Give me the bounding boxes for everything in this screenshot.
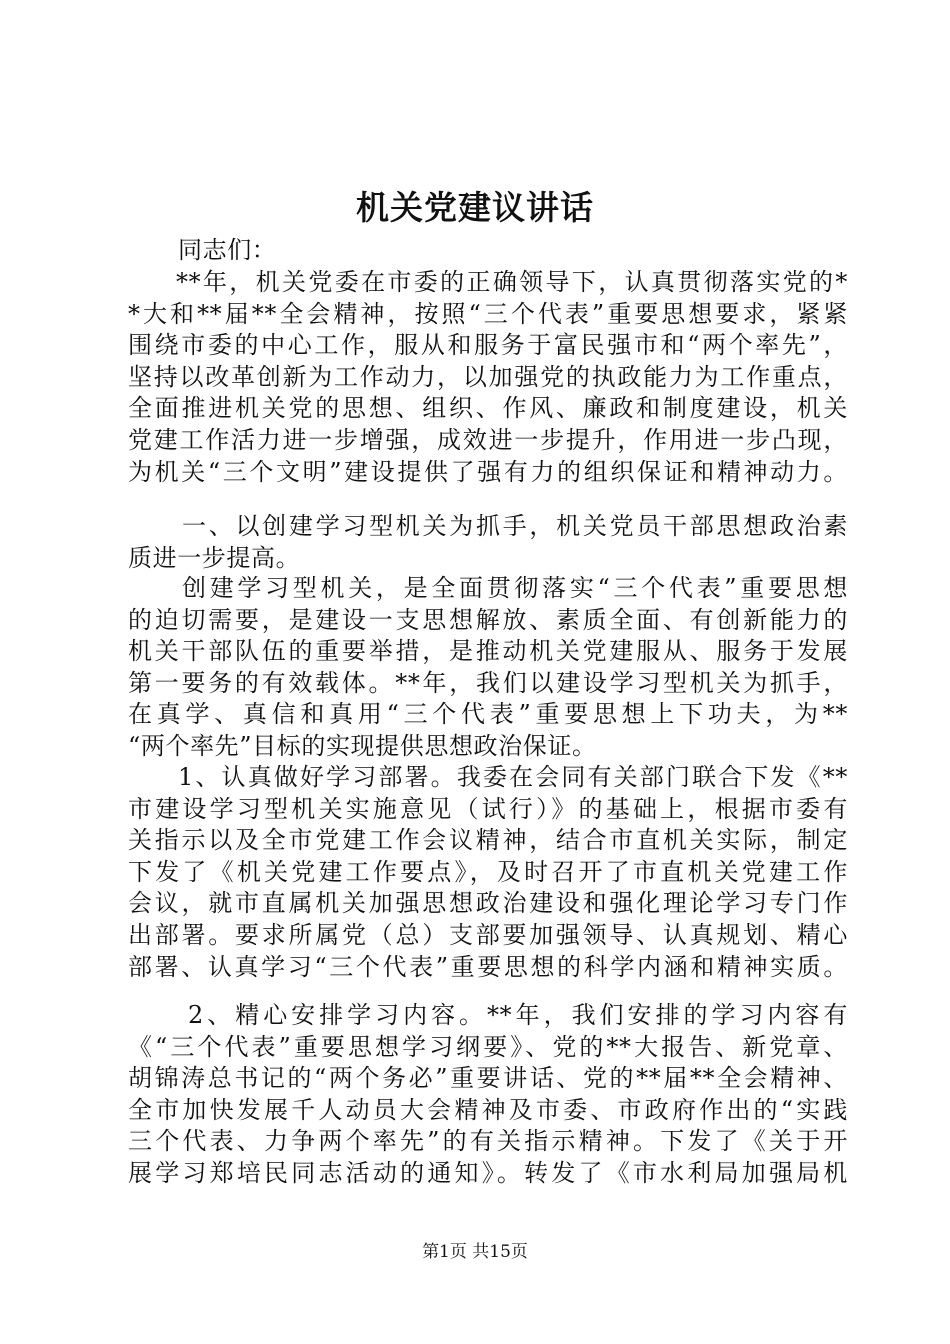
paragraph-line: 三个代表、力争两个率先”的有关指示精神。下发了《关于开 (128, 1127, 848, 1156)
paragraph-line: 质进一步提高。 (128, 543, 301, 572)
paragraph-line: 市建设学习型机关实施意见（试行）》的基础上，根据市委有 (128, 794, 848, 823)
paragraph-line: 会议，就市直属机关加强思想政治建设和强化理论学习专门作 (128, 889, 848, 918)
paragraph-line: **年，机关党委在市委的正确领导下，认真贯彻落实党的* (176, 268, 848, 296)
paragraph-line: 在真学、真信和真用“三个代表”重要思想上下功夫，为** (128, 700, 848, 729)
page-footer: 第1页 共15页 (422, 1242, 528, 1262)
paragraph-line: 坚持以改革创新为工作动力，以加强党的执政能力为工作重点， (128, 362, 848, 391)
paragraph-line: 第一要务的有效载体。**年，我们以建设学习型机关为抓手， (128, 668, 848, 697)
paragraph-line: 1、认真做好学习部署。我委在会同有关部门联合下发《** (178, 763, 848, 791)
paragraph-line: 机关干部队伍的重要举措，是推动机关党建服从、服务于发展 (128, 637, 848, 666)
paragraph-intro (128, 267, 848, 488)
paragraph-line: *大和**届**全会精神，按照“三个代表”重要思想要求，紧紧 (128, 299, 848, 328)
paragraph-line: 2、精心安排学习内容。**年，我们安排的学习内容有 (188, 1001, 848, 1029)
paragraph-line: 部署、认真学习“三个代表”重要思想的科学内涵和精神实质。 (128, 952, 848, 981)
paragraph-line: 全面推进机关党的思想、组织、作风、廉政和制度建设，机关 (128, 394, 848, 423)
paragraph-line: 创建学习型机关，是全面贯彻落实“三个代表”重要思想 (182, 574, 848, 602)
paragraph-section1-body (128, 573, 848, 763)
paragraph-item1 (128, 762, 848, 983)
paragraph-line: 为机关“三个文明”建设提供了强有力的组织保证和精神动力。 (128, 457, 848, 486)
paragraph-line: 出部署。要求所属党（总）支部要加强领导、认真规划、精心 (128, 920, 848, 949)
paragraph-line: 党建工作活力进一步增强，成效进一步提升，作用进一步凸现， (128, 425, 848, 454)
paragraph-line: 的迫切需要，是建设一支思想解放、素质全面、有创新能力的 (128, 605, 848, 634)
salutation-line: 同志们： (178, 236, 277, 264)
paragraph-line: “两个率先”目标的实现提供思想政治保证。 (128, 731, 597, 760)
section-heading-1 (128, 511, 848, 574)
paragraph-line: 关指示以及全市党建工作会议精神，结合市直机关实际，制定 (128, 826, 848, 855)
paragraph-line: 展学习郑培民同志活动的通知》。转发了《市水利局加强局机 (128, 1158, 848, 1187)
salutation (128, 235, 848, 267)
paragraph-line: 下发了《机关党建工作要点》，及时召开了市直机关党建工作 (128, 857, 848, 886)
paragraph-line: 胡锦涛总书记的“两个务必”重要讲话、党的**届**全会精神、 (128, 1064, 848, 1093)
paragraph-line: 围绕市委的中心工作，服从和服务于富民强市和“两个率先”， (128, 331, 848, 360)
paragraph-item2 (128, 1000, 848, 1190)
paragraph-line: 一、以创建学习型机关为抓手，机关党员干部思想政治素 (182, 512, 848, 540)
paragraph-line: 《“三个代表”重要思想学习纲要》、党的**大报告、新党章、 (128, 1032, 848, 1061)
document-title: 机关党建议讲话 (356, 188, 594, 227)
paragraph-line: 全市加快发展千人动员大会精神及市委、市政府作出的“实践 (128, 1095, 848, 1124)
